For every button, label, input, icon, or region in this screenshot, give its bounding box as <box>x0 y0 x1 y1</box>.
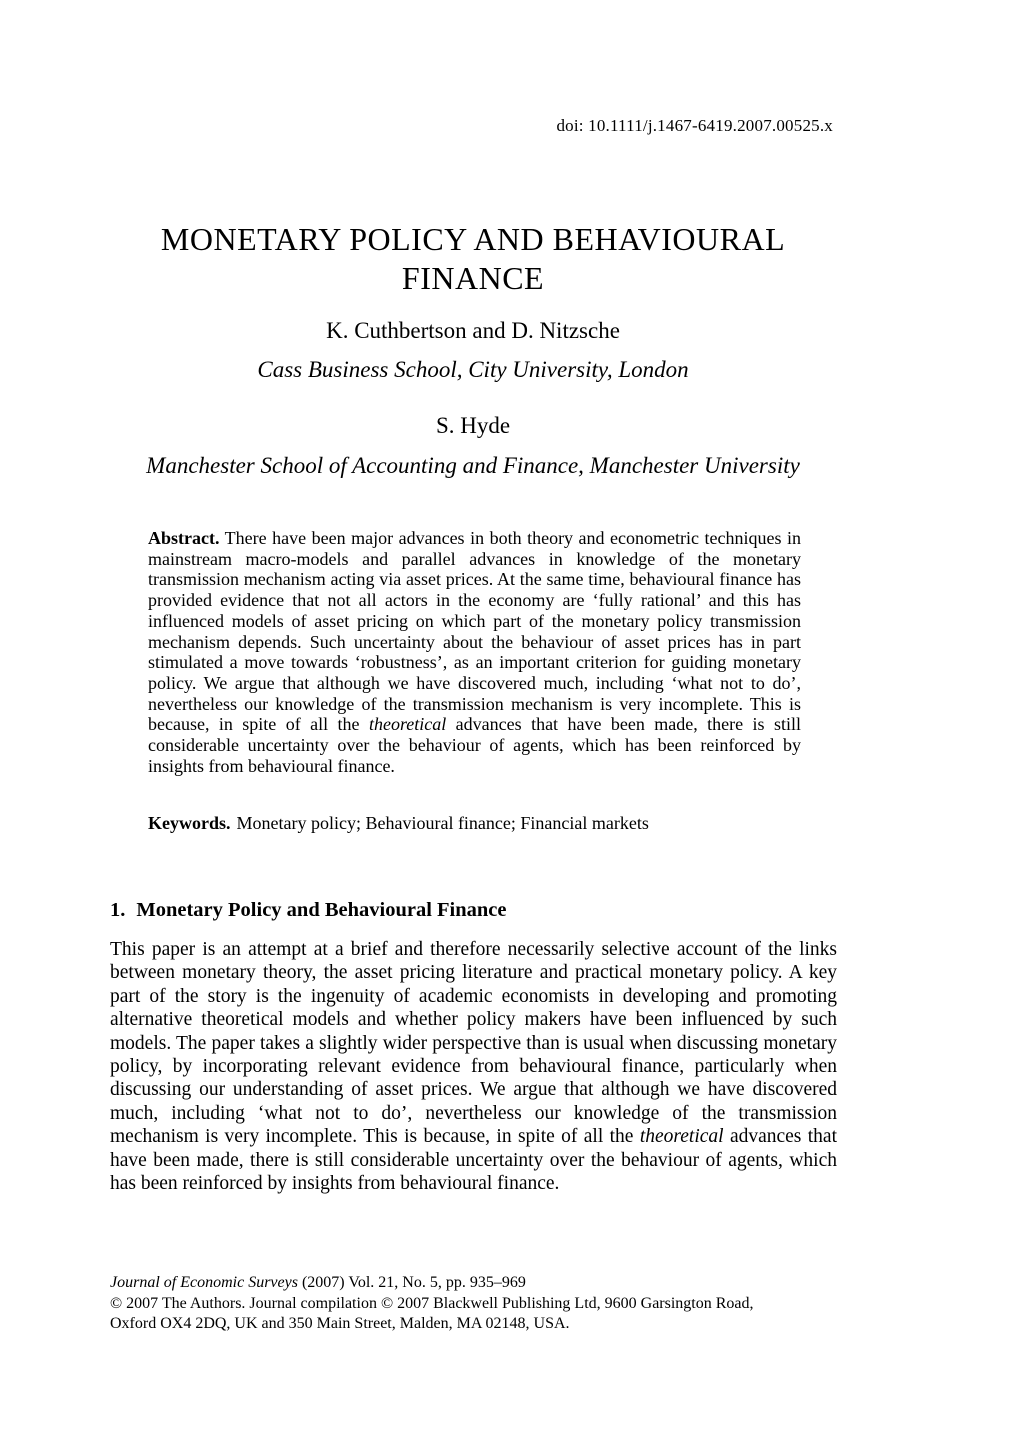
body-paragraph <box>110 938 837 1195</box>
abstract-text-part2: advances that have been made, there is still considerable uncertainty over the behaviour of agents, which has been reinforced by insights from behavioural finance. <box>148 714 801 776</box>
footer-copyright-line: © 2007 The Authors. Journal compilation © 2007 Blackwell Publishing Ltd, 9600 Garsington Road, <box>110 1294 754 1312</box>
abstract-italic-word: theoretical <box>368 714 447 735</box>
doi-line: doi: 10.1111/j.1467-6419.2007.00525.x <box>556 116 833 135</box>
body-italic-word: theoretical <box>639 1126 724 1148</box>
article-title: MONETARY POLICY AND BEHAVIOURAL FINANCE <box>160 221 786 296</box>
keywords-label: Keywords. <box>148 813 231 833</box>
abstract-label: Abstract. <box>148 528 220 548</box>
authors-line: K. Cuthbertson and D. Nitzsche <box>326 318 620 343</box>
section-title: Monetary Policy and Behavioural Finance <box>136 899 507 921</box>
keywords-text: Monetary policy; Behavioural finance; Financial markets <box>236 813 649 833</box>
abstract-text-part1: There have been major advances in both theory and econometric techniques in mainstream macro-models and parallel advances in knowledge of the monetary transmission mechanism acting via asset prices. At the same time, behavioural finance has provided evidence that not all actors in the economy are ‘fully rational’ and this has influenced models of asset pricing on which part of the monetary policy transmission mechanism depends. Such uncertainty about the behaviour of asset prices has in part stimulated a move towards ‘robustness’, as an important criterion for guiding monetary policy. We argue that although we have discovered much, including ‘what not to do’, nevertheless our knowledge of the transmission mechanism is very incomplete. This is because, in spite of all the <box>148 528 801 735</box>
keywords-line <box>148 813 801 834</box>
section-1-heading <box>110 899 836 922</box>
body-text-part2: advances that have been made, there is still considerable uncertainty over the behaviour of agents, which has been reinforced by insights from behavioural finance. <box>110 1126 838 1195</box>
footer-citation-line <box>110 1273 850 1294</box>
footer-citation-rest: (2007) Vol. 21, No. 5, pp. 935–969 <box>297 1274 526 1291</box>
abstract-paragraph <box>148 528 801 776</box>
footer-journal-name: Journal of Economic Surveys <box>110 1274 298 1291</box>
affiliation-cass: Cass Business School, City University, London <box>257 357 689 382</box>
body-text-part1: This paper is an attempt at a brief and therefore necessarily selective account of the links between monetary theory, the asset pricing literature and practical monetary policy. A key part of the story is the ingenuity of academic economists in developing and promoting alternative theoretical models and whether policy makers have been influenced by such models. The paper takes a slightly wider perspective than is usual when discussing monetary policy, by incorporating relevant evidence from behavioural finance, particularly when discussing our understanding of asset prices. We argue that although we have discovered much, including ‘what not to do’, nevertheless our knowledge of the transmission mechanism is very incomplete. This is because, in spite of all the <box>110 939 837 1148</box>
journal-footer <box>110 1273 850 1335</box>
section-number: 1. <box>110 899 126 921</box>
author-hyde: S. Hyde <box>435 413 511 438</box>
affiliation-manchester: Manchester School of Accounting and Finance, Manchester University <box>146 453 800 478</box>
footer-address-line: Oxford OX4 2DQ, UK and 350 Main Street, Malden, MA 02148, USA. <box>110 1315 570 1332</box>
